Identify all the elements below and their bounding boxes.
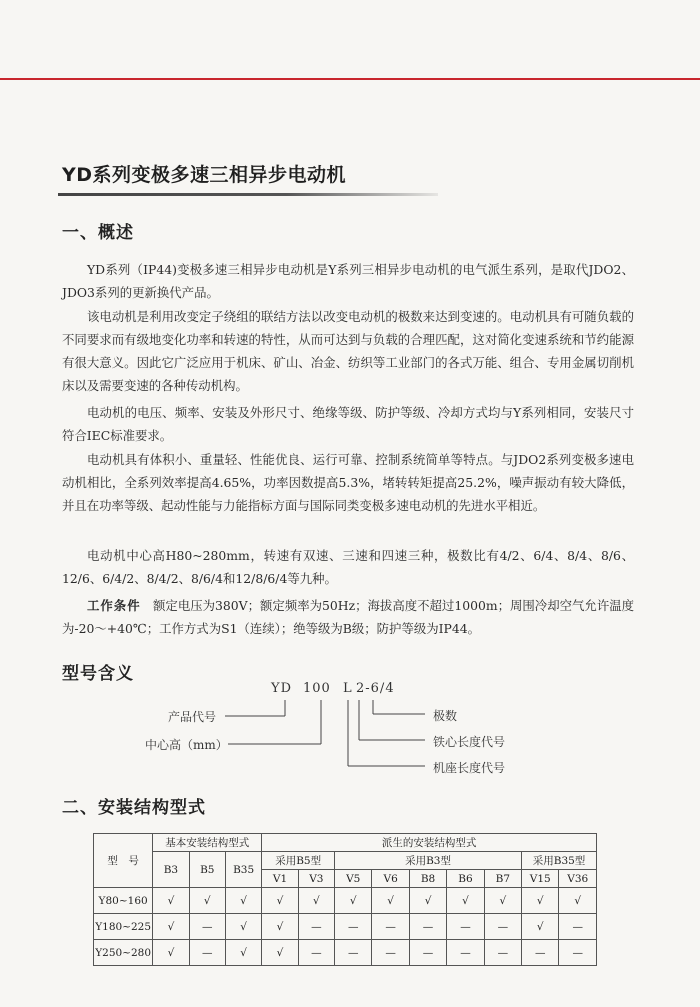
overview-paragraph-1: YD系列（IP44)变极多速三相异步电动机是Y系列三相异步电动机的电气派生系列，是取代JDO2、JDO3系列的更新换代产品。 [62, 262, 634, 300]
header-rule [0, 78, 700, 80]
table-cell: √ [225, 914, 261, 940]
table-cell: √ [522, 914, 559, 940]
overview-paragraph-4: 电动机具有体积小、重量轻、性能优良、运行可靠、控制系统简单等特点。与JDO2系列变极多速电动机相比，全系列效率提高4.65%，功率因数提高5.3%，堵转转矩提高25.2%，噪声振动有较大降低，并且在功率等级、起动性能与力能指标方面与国际同类变极多速电动机的先进水平相近。 [62, 452, 634, 513]
col-header: B5 [189, 852, 225, 888]
row-model: Y80~160 [94, 888, 153, 914]
overview-paragraph-3: 电动机的电压、频率、安装及外形尺寸、绝缘等级、防护等级、冷却方式均与Y系列相同，安装尺寸符合IEC标准要求。 [62, 405, 634, 443]
label-frame-length: 机座长度代号 [433, 761, 506, 775]
col-header: B6 [447, 870, 484, 888]
model-heading: 型号含义 [62, 664, 134, 684]
mounting-table [93, 833, 597, 966]
label-poles: 极数 [433, 709, 458, 723]
header-derived: 派生的安装结构型式 [262, 834, 597, 852]
header-model: 型 号 [94, 834, 153, 888]
table-cell: √ [522, 888, 559, 914]
table-cell: — [298, 940, 334, 966]
table-cell: √ [153, 888, 189, 914]
header-b35-group: 采用B35型 [522, 852, 597, 870]
table-cell: √ [225, 940, 261, 966]
table-cell: — [484, 914, 521, 940]
col-header: B8 [409, 870, 446, 888]
table-cell: — [522, 940, 559, 966]
model-code-diagram [100, 670, 600, 790]
table-row [94, 914, 597, 940]
overview-heading: 一、概述 [62, 223, 134, 243]
table-row [94, 888, 597, 914]
col-header: B35 [225, 852, 261, 888]
col-header: B3 [153, 852, 189, 888]
table-cell: √ [447, 888, 484, 914]
label-core-length: 铁心长度代号 [433, 735, 506, 749]
table-cell: — [447, 914, 484, 940]
mounting-heading: 二、安装结构型式 [62, 798, 206, 818]
table-cell: √ [262, 940, 298, 966]
code-frame-length: L [343, 681, 353, 696]
table-cell: — [298, 914, 334, 940]
table-cell: √ [189, 888, 225, 914]
col-header: B7 [484, 870, 521, 888]
table-cell: √ [298, 888, 334, 914]
col-header: V3 [298, 870, 334, 888]
page-title: YD系列变极多速三相异步电动机 [62, 164, 347, 186]
label-center-height: 中心高（mm） [145, 738, 228, 752]
table-cell: √ [262, 914, 298, 940]
table-cell: — [559, 914, 597, 940]
table-cell: √ [225, 888, 261, 914]
table-cell: √ [262, 888, 298, 914]
code-center-height: 100 [303, 681, 331, 696]
working-conditions-label: 工作条件 [87, 598, 141, 613]
table-cell: — [189, 940, 225, 966]
table-cell: — [409, 914, 446, 940]
row-model: Y180~225 [94, 914, 153, 940]
table-cell: √ [153, 914, 189, 940]
table-cell: — [372, 940, 409, 966]
header-b3-group: 采用B3型 [335, 852, 522, 870]
col-header: V1 [262, 870, 298, 888]
col-header: V15 [522, 870, 559, 888]
table-cell: √ [409, 888, 446, 914]
col-header: V36 [559, 870, 597, 888]
table-cell: — [372, 914, 409, 940]
overview-paragraph-5: 电动机中心高H80~280mm，转速有双速、三速和四速三种，极数比有4/2、6/4、8/4、8/6、12/6、6/4/2、8/4/2、8/6/4和12/8/6/4等九种。 [62, 548, 634, 586]
table-cell: √ [372, 888, 409, 914]
row-model: Y250~280 [94, 940, 153, 966]
title-underline [58, 193, 438, 196]
col-header: V6 [372, 870, 409, 888]
table-cell: √ [484, 888, 521, 914]
table-cell: — [335, 914, 372, 940]
table-row [94, 940, 597, 966]
table-cell: — [189, 914, 225, 940]
header-b5-group: 采用B5型 [262, 852, 335, 870]
label-product-code: 产品代号 [168, 710, 217, 724]
table-cell: √ [559, 888, 597, 914]
table-cell: — [447, 940, 484, 966]
table-cell: — [335, 940, 372, 966]
overview-paragraph-2: 该电动机是利用改变定子绕组的联结方法以改变电动机的极数来达到变速的。电动机具有可随负载的不同要求而有级地变化功率和转速的特性，从而可达到与负载的合理匹配，这对简化变速系统和节约能源有很大意义。因此它广泛应用于机床、矿山、冶金、纺织等工业部门的各式万能、组合、专用金属切削机床以及需要变速的各种传动机构。 [62, 309, 634, 393]
code-yd: YD [271, 681, 293, 696]
table-cell: √ [153, 940, 189, 966]
header-basic: 基本安装结构型式 [153, 834, 262, 852]
table-cell: √ [335, 888, 372, 914]
table-cell: — [484, 940, 521, 966]
col-header: V5 [335, 870, 372, 888]
table-cell: — [409, 940, 446, 966]
working-conditions [62, 594, 634, 640]
working-conditions-text: 额定电压为380V；额定频率为50Hz；海拔高度不超过1000m；周围冷却空气允许温度为-20～+40℃；工作方式为S1（连续）；绝等级为B级；防护等级为IP44。 [62, 598, 635, 636]
code-poles: 2-6/4 [356, 681, 395, 696]
table-cell: — [559, 940, 597, 966]
